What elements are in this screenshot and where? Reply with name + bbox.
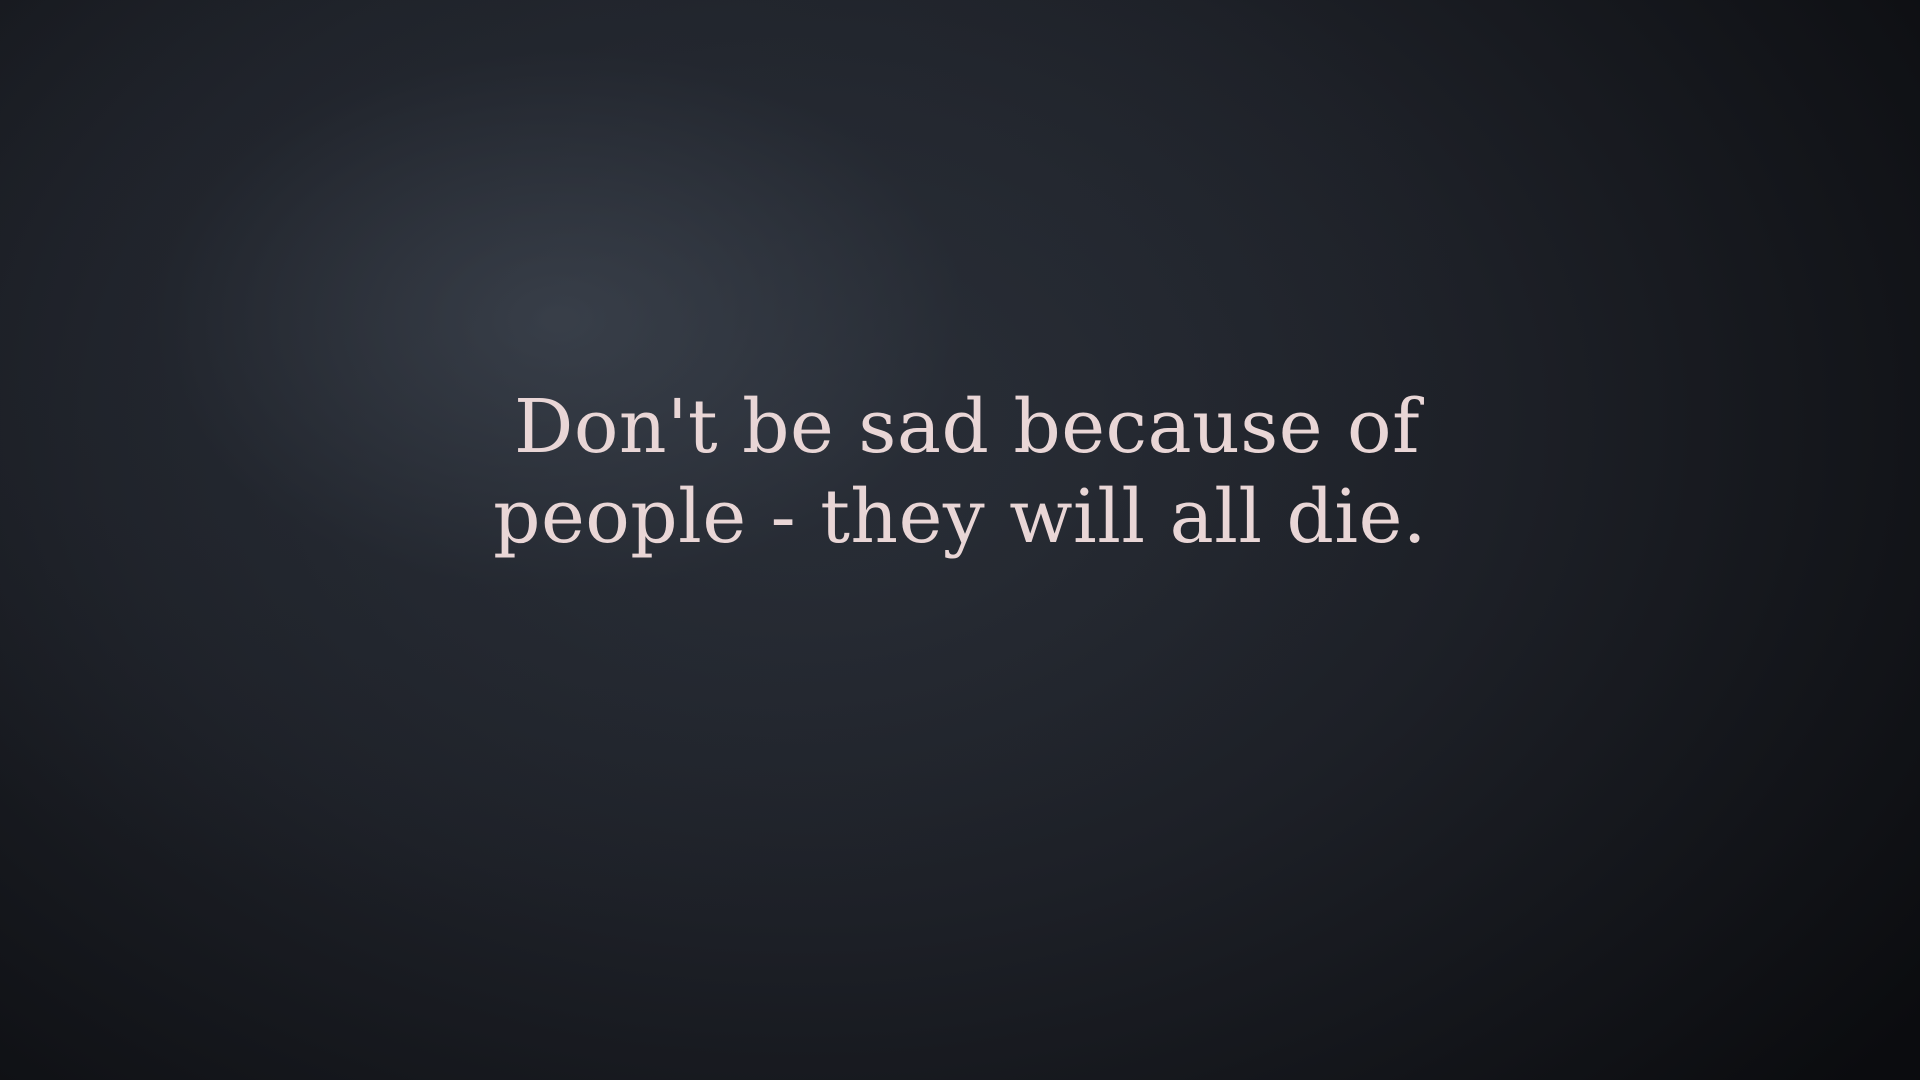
quote-line-2: people - they will all die. [493,474,1427,560]
quote-text [0,382,1920,562]
quote-line-1: Don't be sad because of [514,384,1420,470]
